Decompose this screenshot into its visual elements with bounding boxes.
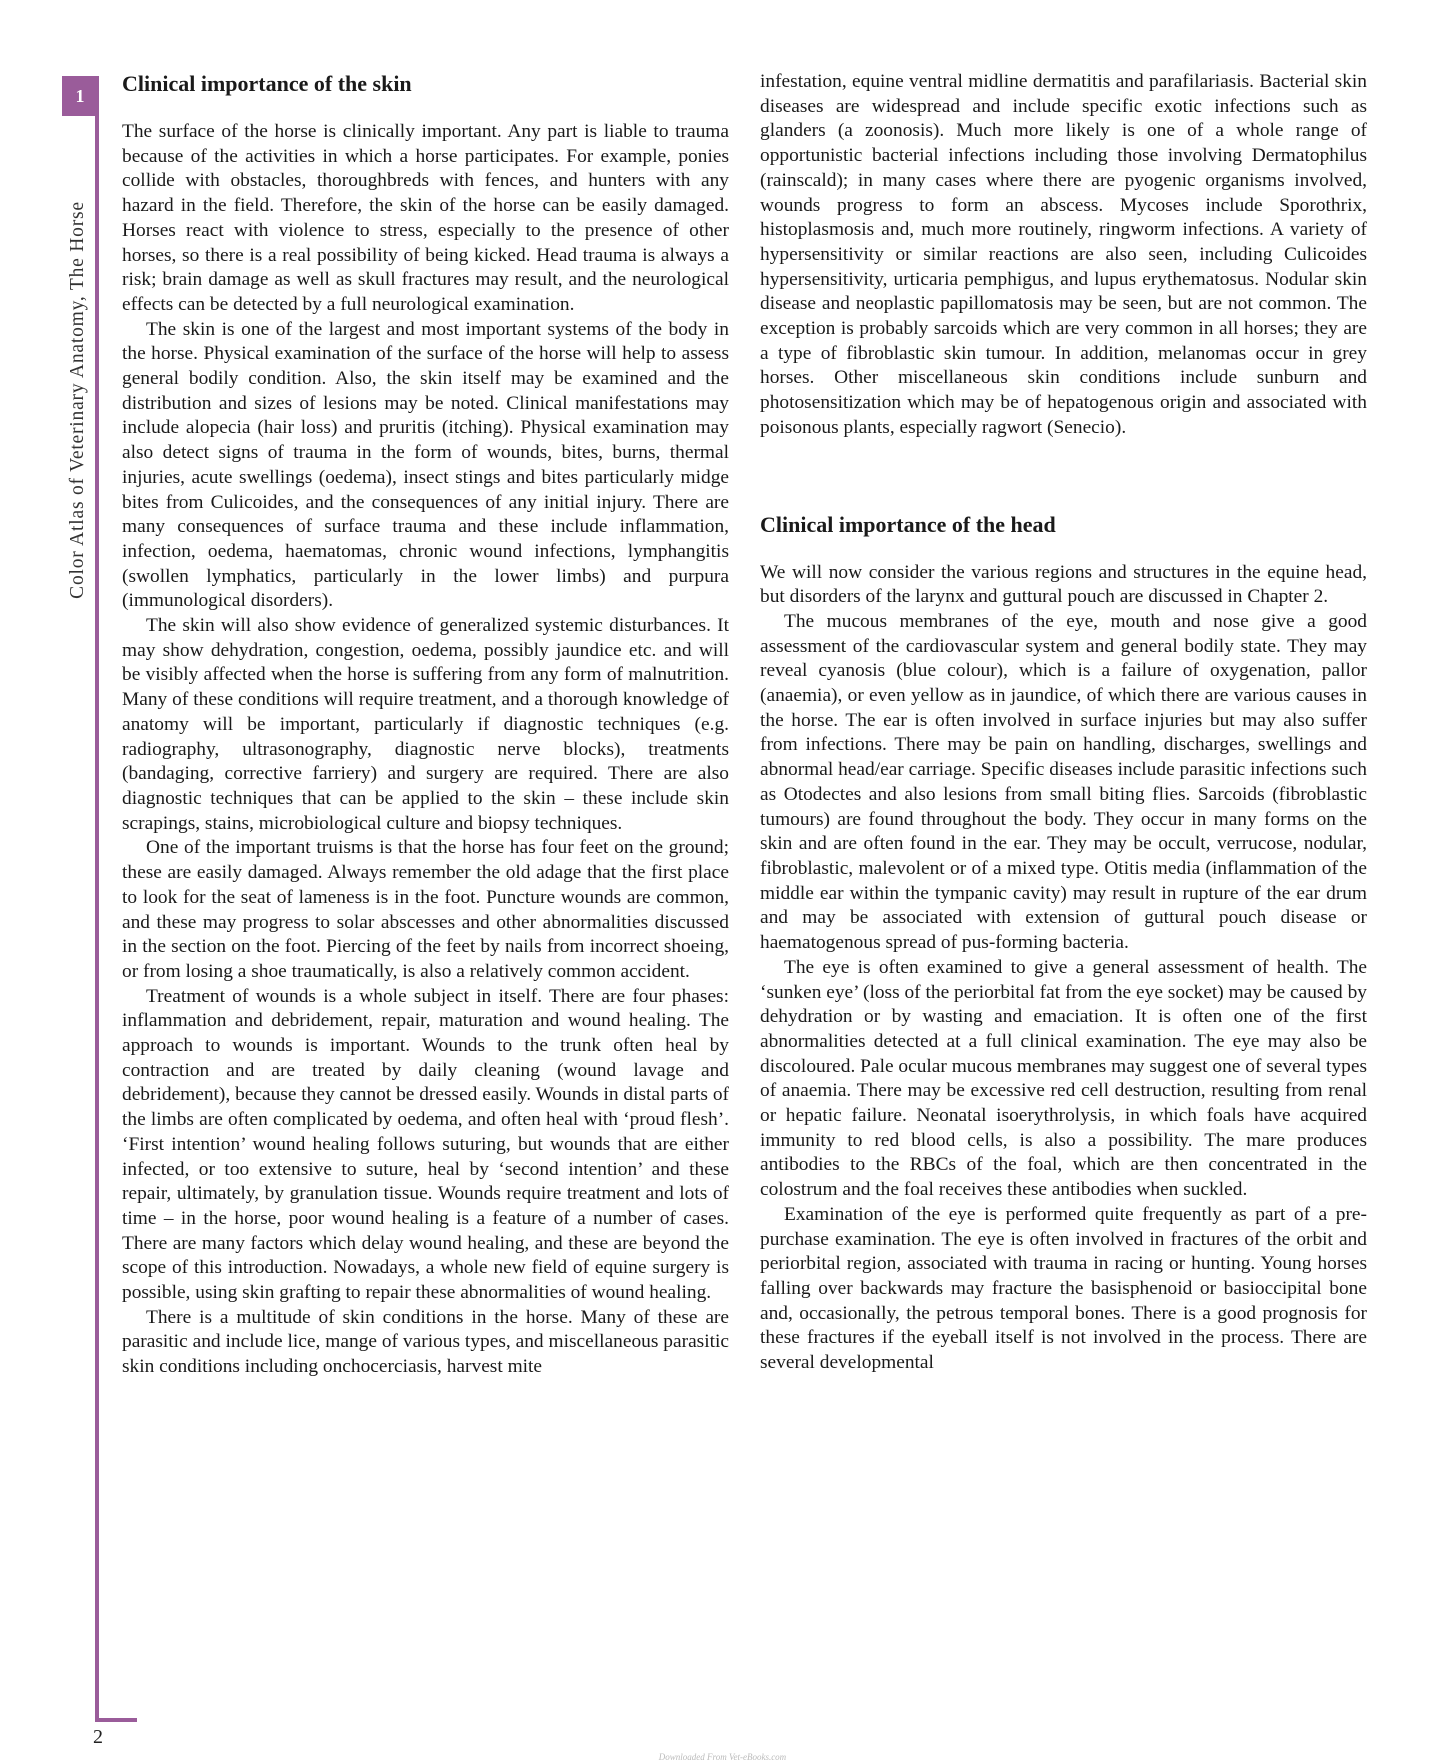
page-number: 2: [93, 1726, 103, 1748]
footer-watermark: Downloaded From Vet-eBooks.com: [658, 1752, 787, 1762]
paragraph: There is a multitude of skin conditions in the horse. Many of these are parasitic and include lice, mange of various types, and miscellaneous parasitic skin conditions including onchocerciasis, harvest mite: [122, 1306, 729, 1378]
left-column: [122, 70, 729, 1380]
paragraph: The mucous membranes of the eye, mouth and nose give a good assessment of the cardiovascular system and general bodily state. They may reveal cyanosis (blue colour), which is a failure of oxygenation, pallor (anaemia), or even yellow as in jaundice, of which there are various causes in the horse. The ear is often involved in surface injuries but may also suffer from infections. There may be pain on handling, discharges, swellings and abnormal head/ear carriage. Specific diseases include parasitic infections such as Otodectes and also lesions from small biting flies. Sarcoids (fibroblastic tumours) are found throughout the body. They occur in many forms on the skin and are often found in the ear. They may be occult, verrucose, nodular, fibroblastic, malevolent or of a mixed type. Otitis media (inflammation of the middle ear within the tympanic cavity) may result in rupture of the ear drum and may be associated with extension of guttural pouch disease or haematogenous spread of pus-forming bacteria.: [760, 610, 1367, 954]
chapter-tab: [62, 76, 98, 116]
section-heading-skin: Clinical importance of the skin: [122, 71, 412, 96]
paragraph: Examination of the eye is performed quite frequently as part of a pre-purchase examination. The eye is often involved in fractures of the orbit and periorbital region, associated with trauma in racing or hunting. Young horses falling over backwards may fracture the basisphenoid or basioccipital bone and, occasionally, the petrous temporal bones. There is a good prognosis for these fractures if the eyeball itself is not involved in the process. There are several developmental: [760, 1203, 1367, 1374]
paragraph: The surface of the horse is clinically important. Any part is liable to trauma because of the activities in which a horse participates. For example, ponies collide with obstacles, thoroughbreds with fences, and hunters with any hazard in the field. Therefore, the skin of the horse can be easily damaged. Horses react with violence to stress, especially to the presence of other horses, so there is a real possibility of being kicked. Head trauma is always a risk; brain damage as well as skull fractures may result, and the neurological effects can be detected by a full neurological examination.: [122, 121, 729, 315]
running-head: Color Atlas of Veterinary Anatomy, The Horse: [67, 201, 88, 599]
paragraph: The skin will also show evidence of generalized systemic disturbances. It may show dehydration, congestion, oedema, possibly jaundice etc. and will be visibly affected when the horse is suffering from any form of malnutrition. Many of these conditions will require treatment, and a thorough knowledge of anatomy will be important, particularly if diagnostic techniques (e.g. radiography, ultrasonography, diagnostic nerve blocks), treatments (bandaging, corrective farriery) and surgery are required. There are also diagnostic techniques that can be applied to the skin – these include skin scrapings, stains, microbiological culture and biopsy techniques.: [122, 615, 729, 834]
paragraph: The skin is one of the largest and most important systems of the body in the horse. Physical examination of the surface of the horse will help to assess general bodily condition. Also, the skin itself may be examined and the distribution and sizes of lesions may be noted. Clinical manifestations may include alopecia (hair loss) and pruritis (itching). Physical examination may also detect signs of trauma in the form of wounds, bites, burns, thermal injuries, acute swellings (oedema), insect stings and bites particularly midge bites from Culicoides, and the consequences of any initial injury. There are many consequences of surface trauma and these include inflammation, infection, oedema, haematomas, chronic wound infections, lymphangitis (swollen lymphatics, particularly in the lower limbs) and purpura (immunological disorders).: [122, 318, 729, 612]
paragraph: The eye is often examined to give a general assessment of health. The ‘sunken eye’ (loss of the periorbital fat from the eye socket) may be caused by dehydration or by wasting and emaciation. It is often one of the first abnormalities detected at a full clinical examination. The eye may also be discoloured. Pale ocular mucous membranes may suggest one of several types of anaemia. There may be excessive red cell destruction, resulting from renal or hepatic failure. Neonatal isoerythrolysis, in which foals have acquired immunity to red blood cells, is also a possibility. The mare produces antibodies to the RBCs of the foal, which are then concentrated in the colostrum and the foal receives these antibodies when suckled.: [760, 956, 1367, 1201]
paragraph: We will now consider the various regions and structures in the equine head, but disorders of the larynx and guttural pouch are discussed in Chapter 2.: [760, 561, 1367, 608]
paragraph-continued: infestation, equine ventral midline dermatitis and parafilariasis. Bacterial skin diseases are widespread and include specific exotic infections such as glanders (a zoonosis). Much more likely is one of a whole range of opportunistic bacterial infections including those involving Dermatophilus (rainscald); in many cases where there are pyogenic organisms involved, wounds progress to form an abscess. Mycoses include Sporothrix, histoplasmosis and, much more routinely, ringworm infections. A variety of hypersensitivity or similar reactions are also seen, including Culicoides hypersensitivity, urticaria pemphigus, and lupus erythematosus. Nodular skin disease and neoplastic papillomatosis may be seen, but are not common. The exception is probably sarcoids which are very common in all horses; they are a type of fibroblastic skin tumour. In addition, melanomas occur in grey horses. Other miscellaneous skin conditions include sunburn and photosensitization which may be of hepatogenous origin and associated with poisonous plants, especially ragwort (Senecio).: [760, 71, 1367, 438]
section-heading-head: Clinical importance of the head: [760, 511, 1056, 537]
side-rule: [95, 76, 99, 1721]
bottom-rule: [95, 1718, 137, 1722]
paragraph: Treatment of wounds is a whole subject in itself. There are four phases: inflammation and debridement, repair, maturation and wound healing. The approach to wounds is important. Wounds to the trunk often heal by contraction and are treated by daily cleaning (wound lavage and debridement), because they cannot be dressed easily. Wounds in distal parts of the limbs are often complicated by oedema, and often heal with ‘proud flesh’. ‘First intention’ wound healing follows suturing, but wounds that are either infected, or too extensive to suture, heal by ‘second intention’ and these repair, ultimately, by granulation tissue. Wounds require treatment and lots of time – in the horse, poor wound healing is a feature of a number of cases. There are many factors which delay wound healing, and these are beyond the scope of this introduction. Nowadays, a whole new field of equine surgery is possible, using skin grafting to repair these abnormalities of wound healing.: [122, 985, 729, 1304]
paragraph: One of the important truisms is that the horse has four feet on the ground; these are easily damaged. Always remember the old adage that the first place to look for the seat of lameness is in the foot. Puncture wounds are common, and these may progress to solar abscesses and other abnormalities discussed in the section on the foot. Piercing of the feet by nails from incorrect shoeing, or from losing a shoe traumatically, is also a relatively common accident.: [122, 837, 729, 982]
right-column: [760, 70, 1367, 1376]
chapter-number: 1: [75, 85, 85, 106]
